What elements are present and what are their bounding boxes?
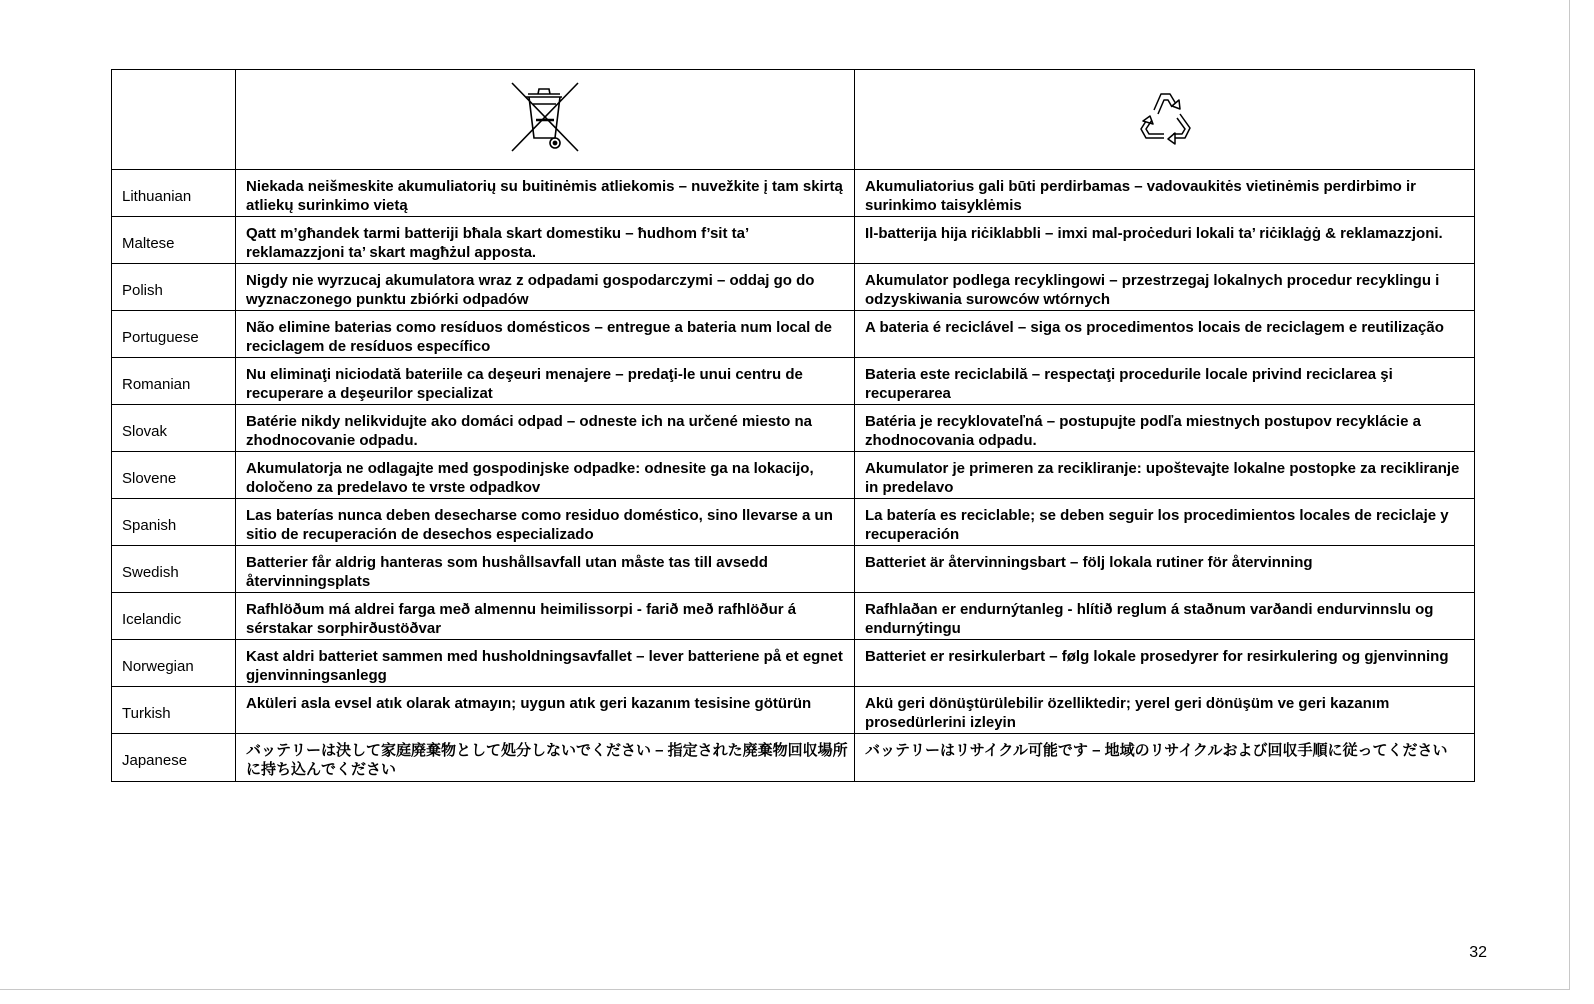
battery-disposal-table	[111, 69, 1475, 782]
language-cell: Swedish	[112, 546, 236, 593]
dispose-instruction-cell: Kast aldri batteriet sammen med husholdningsavfallet – lever batteriene på et egnet gjenvinningsanlegg	[236, 640, 855, 687]
table-row	[112, 264, 1475, 311]
dispose-instruction-cell: Batérie nikdy nelikvidujte ako domáci odpad – odneste ich na určené miesto na zhodnocovanie odpadu.	[236, 405, 855, 452]
dispose-instruction-cell: Niekada neišmeskite akumuliatorių su buitinėmis atliekomis – nuvežkite į tam skirtą atliekų surinkimo vietą	[236, 170, 855, 217]
dispose-icon-cell	[236, 70, 855, 170]
dispose-instruction-cell: Las baterías nunca deben desecharse como residuo doméstico, sino llevarse a un sitio de recuperación de desechos especializado	[236, 499, 855, 546]
dispose-instruction-cell: Aküleri asla evsel atık olarak atmayın; uygun atık geri kazanım tesisine götürün	[236, 687, 855, 734]
recycle-instruction-cell: Akumulator je primeren za recikliranje: upoštevajte lokalne postopke za recikliranje in predelavo	[855, 452, 1475, 499]
recycle-arrows-icon	[1134, 86, 1196, 148]
recycle-instruction-cell: Akü geri dönüştürülebilir özelliktedir; yerel geri dönüşüm ve geri kazanım prosedürlerini izleyin	[855, 687, 1475, 734]
recycle-instruction-cell: Batteriet är återvinningsbart – följ lokala rutiner för återvinning	[855, 546, 1475, 593]
language-cell: Polish	[112, 264, 236, 311]
table-row	[112, 499, 1475, 546]
recycle-instruction-cell: La batería es reciclable; se deben seguir los procedimientos locales de reciclaje y recuperación	[855, 499, 1475, 546]
page-number: 32	[1469, 944, 1487, 961]
table-row	[112, 452, 1475, 499]
table-row	[112, 640, 1475, 687]
recycle-instruction-cell: Batteriet er resirkulerbart – følg lokale prosedyrer for resirkulering og gjenvinning	[855, 640, 1475, 687]
recycle-instruction-cell: Akumuliatorius gali būti perdirbamas – vadovaukitės vietinėmis perdirbimo ir surinkimo taisyklėmis	[855, 170, 1475, 217]
recycle-instruction-cell: Rafhlaðan er endurnýtanleg - hlítið reglum á staðnum varðandi endurvinnslu og endurnýtingu	[855, 593, 1475, 640]
recycle-instruction-cell: Batéria je recyklovateľná – postupujte podľa miestnych postupov recyklácie a zhodnocovania odpadu.	[855, 405, 1475, 452]
dispose-instruction-cell: バッテリーは決して家庭廃棄物として処分しないでください – 指定された廃棄物回収場所に持ち込んでください	[236, 734, 855, 782]
table-row	[112, 687, 1475, 734]
language-cell: Turkish	[112, 687, 236, 734]
dispose-instruction-cell: Nigdy nie wyrzucaj akumulatora wraz z odpadami gospodarczymi – oddaj go do wyznaczonego punktu zbiórki odpadów	[236, 264, 855, 311]
table-row	[112, 170, 1475, 217]
language-cell: Spanish	[112, 499, 236, 546]
table-row	[112, 311, 1475, 358]
recycle-icon-cell	[855, 70, 1475, 170]
recycle-instruction-cell: バッテリーはリサイクル可能です – 地域のリサイクルおよび回収手順に従ってください	[855, 734, 1475, 782]
table-row	[112, 734, 1475, 782]
table-row	[112, 405, 1475, 452]
dispose-instruction-cell: Akumulatorja ne odlagajte med gospodinjske odpadke: odnesite ga na lokacijo, določeno za predelavo te vrste odpadkov	[236, 452, 855, 499]
dispose-instruction-cell: Rafhlöðum má aldrei farga með almennu heimilissorpi - farið með rafhlöður á sérstakar sorphirðustöðvar	[236, 593, 855, 640]
language-cell: Icelandic	[112, 593, 236, 640]
table-row	[112, 217, 1475, 264]
dispose-instruction-cell: Não elimine baterias como resíduos domésticos – entregue a bateria num local de reciclagem de resíduos específico	[236, 311, 855, 358]
recycle-instruction-cell: Akumulator podlega recyklingowi – przestrzegaj lokalnych procedur recyklingu i odzyskiwania surowców wtórnych	[855, 264, 1475, 311]
dispose-instruction-cell: Batterier får aldrig hanteras som hushållsavfall utan måste tas till avsedd återvinningsplats	[236, 546, 855, 593]
recycle-instruction-cell: Bateria este reciclabilă – respectaţi procedurile locale privind reciclarea şi recuperarea	[855, 358, 1475, 405]
recycle-instruction-cell: A bateria é reciclável – siga os procedimentos locais de reciclagem e reutilização	[855, 311, 1475, 358]
language-cell: Japanese	[112, 734, 236, 782]
language-cell: Norwegian	[112, 640, 236, 687]
language-cell: Lithuanian	[112, 170, 236, 217]
table-row	[112, 358, 1475, 405]
dispose-instruction-cell: Nu eliminaţi niciodată bateriile ca deşeuri menajere – predaţi-le unui centru de recuperare a deşeurilor specializat	[236, 358, 855, 405]
language-cell: Slovene	[112, 452, 236, 499]
empty-header-cell	[112, 70, 236, 170]
table-row	[112, 546, 1475, 593]
language-cell: Maltese	[112, 217, 236, 264]
recycle-instruction-cell: Il-batterija hija riċiklabbli – imxi mal-proċeduri lokali ta’ riċiklaġġ & reklamazzjoni.	[855, 217, 1475, 264]
language-cell: Slovak	[112, 405, 236, 452]
table-row	[112, 593, 1475, 640]
language-cell: Portuguese	[112, 311, 236, 358]
language-cell: Romanian	[112, 358, 236, 405]
crossed-out-wheelie-bin-icon	[509, 80, 581, 154]
dispose-instruction-cell: Qatt m’għandek tarmi batteriji bħala skart domestiku – ħudhom f’sit ta’ reklamazzjoni ta’ skart magħżul apposta.	[236, 217, 855, 264]
icon-header-row	[112, 70, 1475, 170]
